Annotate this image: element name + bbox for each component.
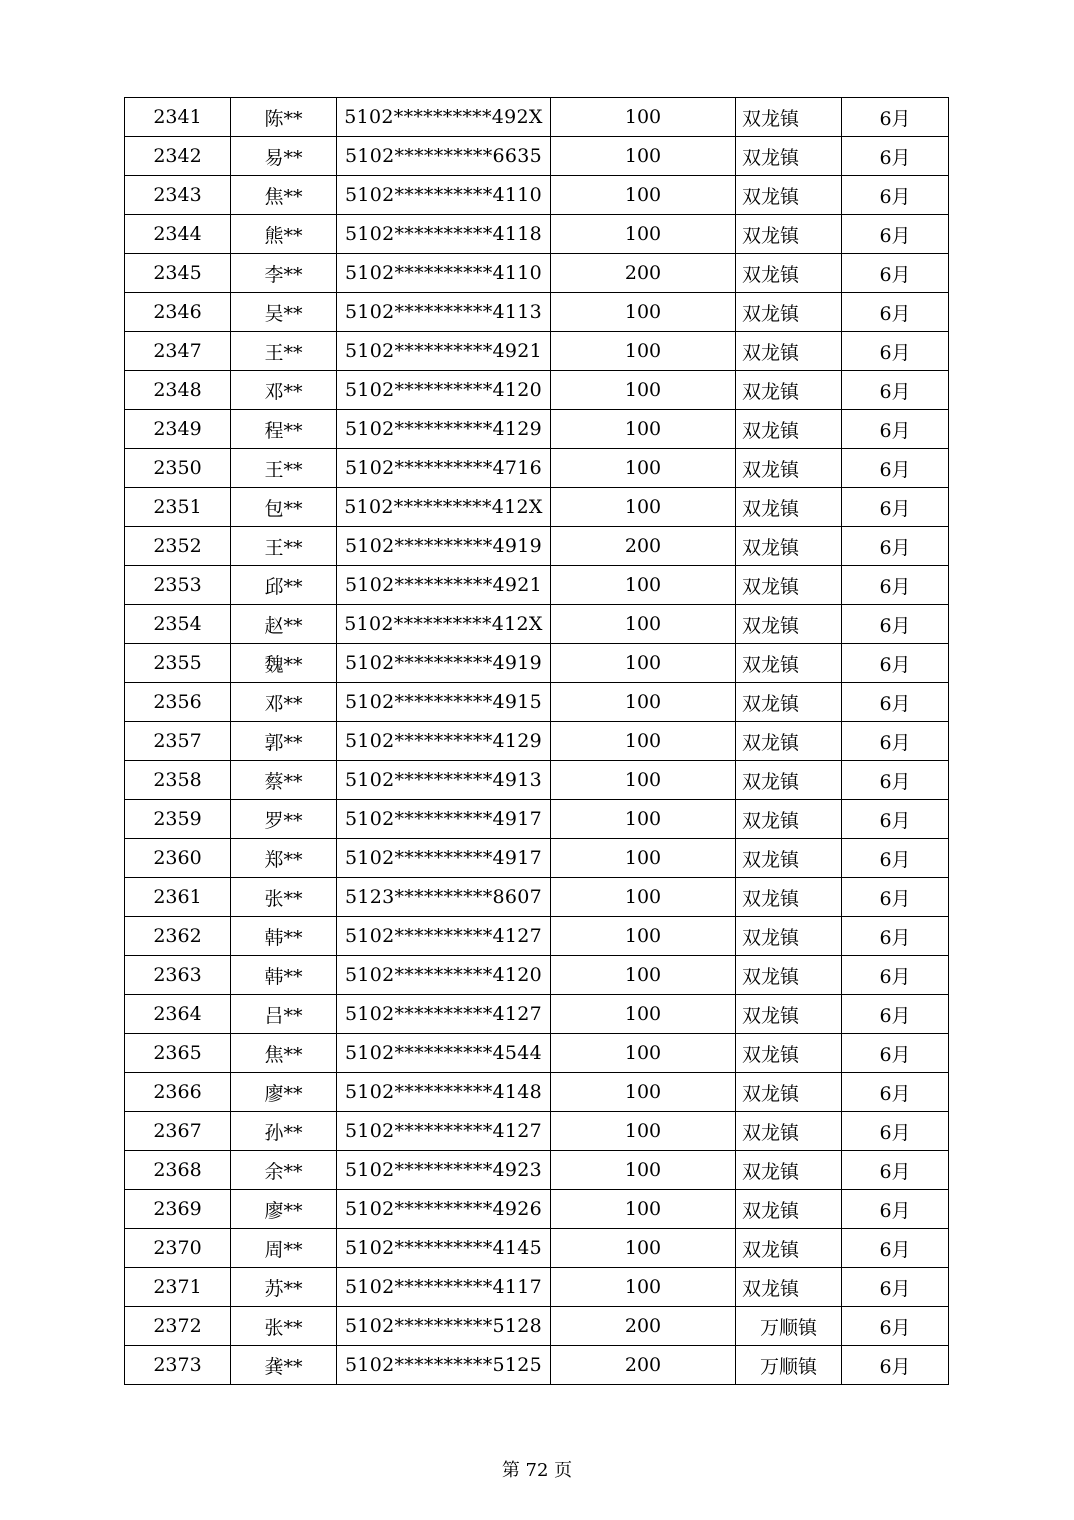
id-number-cell: 5102**********4127 xyxy=(337,995,551,1034)
serial-number-cell: 2364 xyxy=(125,995,231,1034)
month-cell: 6月 xyxy=(842,176,949,215)
amount-cell: 100 xyxy=(551,1112,736,1151)
table-row xyxy=(125,137,949,176)
month-cell: 6月 xyxy=(842,1073,949,1112)
name-cell: 焦** xyxy=(231,1034,337,1073)
id-number-cell: 5102**********4113 xyxy=(337,293,551,332)
name-cell: 邓** xyxy=(231,683,337,722)
name-cell: 张** xyxy=(231,878,337,917)
name-cell: 韩** xyxy=(231,956,337,995)
id-number-cell: 5102**********4923 xyxy=(337,1151,551,1190)
name-cell: 熊** xyxy=(231,215,337,254)
month-cell: 6月 xyxy=(842,839,949,878)
month-cell: 6月 xyxy=(842,722,949,761)
table-row xyxy=(125,1112,949,1151)
table-row xyxy=(125,527,949,566)
month-cell: 6月 xyxy=(842,1112,949,1151)
amount-cell: 200 xyxy=(551,527,736,566)
amount-cell: 100 xyxy=(551,488,736,527)
table-row xyxy=(125,332,949,371)
town-cell: 双龙镇 xyxy=(736,839,842,878)
table-row xyxy=(125,488,949,527)
month-cell: 6月 xyxy=(842,1034,949,1073)
serial-number-cell: 2348 xyxy=(125,371,231,410)
town-cell: 双龙镇 xyxy=(736,644,842,683)
table-row xyxy=(125,371,949,410)
serial-number-cell: 2347 xyxy=(125,332,231,371)
town-cell: 双龙镇 xyxy=(736,1112,842,1151)
id-number-cell: 5102**********4129 xyxy=(337,410,551,449)
month-cell: 6月 xyxy=(842,293,949,332)
table-row xyxy=(125,761,949,800)
table-row xyxy=(125,1346,949,1385)
name-cell: 苏** xyxy=(231,1268,337,1307)
amount-cell: 100 xyxy=(551,449,736,488)
month-cell: 6月 xyxy=(842,98,949,137)
town-cell: 双龙镇 xyxy=(736,956,842,995)
serial-number-cell: 2354 xyxy=(125,605,231,644)
serial-number-cell: 2355 xyxy=(125,644,231,683)
serial-number-cell: 2353 xyxy=(125,566,231,605)
amount-cell: 100 xyxy=(551,410,736,449)
name-cell: 焦** xyxy=(231,176,337,215)
serial-number-cell: 2344 xyxy=(125,215,231,254)
amount-cell: 100 xyxy=(551,878,736,917)
name-cell: 余** xyxy=(231,1151,337,1190)
town-cell: 双龙镇 xyxy=(736,293,842,332)
amount-cell: 100 xyxy=(551,1268,736,1307)
amount-cell: 100 xyxy=(551,137,736,176)
id-number-cell: 5102**********4117 xyxy=(337,1268,551,1307)
table-row xyxy=(125,176,949,215)
table-row xyxy=(125,1034,949,1073)
town-cell: 双龙镇 xyxy=(736,761,842,800)
serial-number-cell: 2352 xyxy=(125,527,231,566)
id-number-cell: 5102**********4921 xyxy=(337,566,551,605)
name-cell: 邱** xyxy=(231,566,337,605)
table-row xyxy=(125,1268,949,1307)
town-cell: 万顺镇 xyxy=(736,1307,842,1346)
amount-cell: 100 xyxy=(551,566,736,605)
month-cell: 6月 xyxy=(842,371,949,410)
amount-cell: 100 xyxy=(551,605,736,644)
serial-number-cell: 2363 xyxy=(125,956,231,995)
name-cell: 廖** xyxy=(231,1190,337,1229)
table-row xyxy=(125,605,949,644)
month-cell: 6月 xyxy=(842,1268,949,1307)
town-cell: 双龙镇 xyxy=(736,605,842,644)
month-cell: 6月 xyxy=(842,917,949,956)
id-number-cell: 5102**********4129 xyxy=(337,722,551,761)
town-cell: 双龙镇 xyxy=(736,1190,842,1229)
town-cell: 双龙镇 xyxy=(736,566,842,605)
town-cell: 双龙镇 xyxy=(736,1073,842,1112)
name-cell: 郑** xyxy=(231,839,337,878)
name-cell: 孙** xyxy=(231,1112,337,1151)
serial-number-cell: 2366 xyxy=(125,1073,231,1112)
serial-number-cell: 2341 xyxy=(125,98,231,137)
town-cell: 双龙镇 xyxy=(736,1229,842,1268)
table-row xyxy=(125,1307,949,1346)
month-cell: 6月 xyxy=(842,332,949,371)
amount-cell: 100 xyxy=(551,683,736,722)
serial-number-cell: 2359 xyxy=(125,800,231,839)
month-cell: 6月 xyxy=(842,254,949,293)
id-number-cell: 5102**********412X xyxy=(337,488,551,527)
month-cell: 6月 xyxy=(842,878,949,917)
town-cell: 万顺镇 xyxy=(736,1346,842,1385)
name-cell: 王** xyxy=(231,449,337,488)
town-cell: 双龙镇 xyxy=(736,371,842,410)
name-cell: 蔡** xyxy=(231,761,337,800)
amount-cell: 100 xyxy=(551,98,736,137)
amount-cell: 100 xyxy=(551,293,736,332)
amount-cell: 100 xyxy=(551,1034,736,1073)
name-cell: 李** xyxy=(231,254,337,293)
town-cell: 双龙镇 xyxy=(736,176,842,215)
month-cell: 6月 xyxy=(842,215,949,254)
serial-number-cell: 2356 xyxy=(125,683,231,722)
id-number-cell: 5123**********8607 xyxy=(337,878,551,917)
name-cell: 周** xyxy=(231,1229,337,1268)
serial-number-cell: 2350 xyxy=(125,449,231,488)
id-number-cell: 5102**********4148 xyxy=(337,1073,551,1112)
page-number: 第 72 页 xyxy=(501,1460,573,1481)
month-cell: 6月 xyxy=(842,761,949,800)
serial-number-cell: 2351 xyxy=(125,488,231,527)
amount-cell: 100 xyxy=(551,1229,736,1268)
name-cell: 韩** xyxy=(231,917,337,956)
id-number-cell: 5102**********412X xyxy=(337,605,551,644)
id-number-cell: 5102**********4120 xyxy=(337,956,551,995)
amount-cell: 100 xyxy=(551,644,736,683)
table-row xyxy=(125,995,949,1034)
serial-number-cell: 2345 xyxy=(125,254,231,293)
serial-number-cell: 2358 xyxy=(125,761,231,800)
serial-number-cell: 2369 xyxy=(125,1190,231,1229)
serial-number-cell: 2367 xyxy=(125,1112,231,1151)
amount-cell: 100 xyxy=(551,371,736,410)
id-number-cell: 5102**********5128 xyxy=(337,1307,551,1346)
amount-cell: 100 xyxy=(551,839,736,878)
month-cell: 6月 xyxy=(842,800,949,839)
month-cell: 6月 xyxy=(842,1307,949,1346)
table-row xyxy=(125,215,949,254)
name-cell: 王** xyxy=(231,527,337,566)
amount-cell: 100 xyxy=(551,761,736,800)
month-cell: 6月 xyxy=(842,1190,949,1229)
town-cell: 双龙镇 xyxy=(736,449,842,488)
month-cell: 6月 xyxy=(842,1346,949,1385)
serial-number-cell: 2360 xyxy=(125,839,231,878)
amount-cell: 100 xyxy=(551,1151,736,1190)
name-cell: 包** xyxy=(231,488,337,527)
town-cell: 双龙镇 xyxy=(736,137,842,176)
table-row xyxy=(125,644,949,683)
town-cell: 双龙镇 xyxy=(736,722,842,761)
town-cell: 双龙镇 xyxy=(736,878,842,917)
table-row xyxy=(125,1229,949,1268)
name-cell: 邓** xyxy=(231,371,337,410)
month-cell: 6月 xyxy=(842,1151,949,1190)
town-cell: 双龙镇 xyxy=(736,800,842,839)
id-number-cell: 5102**********4544 xyxy=(337,1034,551,1073)
serial-number-cell: 2349 xyxy=(125,410,231,449)
month-cell: 6月 xyxy=(842,527,949,566)
town-cell: 双龙镇 xyxy=(736,527,842,566)
town-cell: 双龙镇 xyxy=(736,410,842,449)
table-row xyxy=(125,800,949,839)
id-number-cell: 5102**********6635 xyxy=(337,137,551,176)
name-cell: 易** xyxy=(231,137,337,176)
id-number-cell: 5102**********4921 xyxy=(337,332,551,371)
name-cell: 龚** xyxy=(231,1346,337,1385)
table-row xyxy=(125,839,949,878)
table-row xyxy=(125,683,949,722)
id-number-cell: 5102**********4118 xyxy=(337,215,551,254)
town-cell: 双龙镇 xyxy=(736,683,842,722)
month-cell: 6月 xyxy=(842,995,949,1034)
table-row xyxy=(125,1190,949,1229)
month-cell: 6月 xyxy=(842,488,949,527)
month-cell: 6月 xyxy=(842,644,949,683)
amount-cell: 100 xyxy=(551,332,736,371)
id-number-cell: 5102**********4915 xyxy=(337,683,551,722)
amount-cell: 100 xyxy=(551,176,736,215)
table-row xyxy=(125,98,949,137)
id-number-cell: 5102**********4120 xyxy=(337,371,551,410)
id-number-cell: 5102**********4127 xyxy=(337,917,551,956)
serial-number-cell: 2372 xyxy=(125,1307,231,1346)
town-cell: 双龙镇 xyxy=(736,1034,842,1073)
table-row xyxy=(125,956,949,995)
month-cell: 6月 xyxy=(842,1229,949,1268)
name-cell: 程** xyxy=(231,410,337,449)
table-row xyxy=(125,722,949,761)
serial-number-cell: 2343 xyxy=(125,176,231,215)
month-cell: 6月 xyxy=(842,449,949,488)
town-cell: 双龙镇 xyxy=(736,1151,842,1190)
month-cell: 6月 xyxy=(842,137,949,176)
town-cell: 双龙镇 xyxy=(736,1268,842,1307)
serial-number-cell: 2346 xyxy=(125,293,231,332)
amount-cell: 100 xyxy=(551,1190,736,1229)
serial-number-cell: 2368 xyxy=(125,1151,231,1190)
amount-cell: 100 xyxy=(551,215,736,254)
name-cell: 吴** xyxy=(231,293,337,332)
town-cell: 双龙镇 xyxy=(736,995,842,1034)
table-row xyxy=(125,1151,949,1190)
name-cell: 张** xyxy=(231,1307,337,1346)
serial-number-cell: 2342 xyxy=(125,137,231,176)
serial-number-cell: 2370 xyxy=(125,1229,231,1268)
month-cell: 6月 xyxy=(842,410,949,449)
amount-cell: 100 xyxy=(551,1073,736,1112)
table-body xyxy=(125,98,949,1385)
id-number-cell: 5102**********4917 xyxy=(337,839,551,878)
id-number-cell: 5102**********4913 xyxy=(337,761,551,800)
table-row xyxy=(125,1073,949,1112)
month-cell: 6月 xyxy=(842,956,949,995)
table-row xyxy=(125,293,949,332)
id-number-cell: 5102**********492X xyxy=(337,98,551,137)
town-cell: 双龙镇 xyxy=(736,917,842,956)
id-number-cell: 5102**********4917 xyxy=(337,800,551,839)
id-number-cell: 5102**********4110 xyxy=(337,176,551,215)
serial-number-cell: 2362 xyxy=(125,917,231,956)
amount-cell: 100 xyxy=(551,722,736,761)
serial-number-cell: 2371 xyxy=(125,1268,231,1307)
month-cell: 6月 xyxy=(842,683,949,722)
id-number-cell: 5102**********4926 xyxy=(337,1190,551,1229)
name-cell: 吕** xyxy=(231,995,337,1034)
amount-cell: 200 xyxy=(551,1346,736,1385)
serial-number-cell: 2357 xyxy=(125,722,231,761)
table-row xyxy=(125,410,949,449)
name-cell: 赵** xyxy=(231,605,337,644)
amount-cell: 200 xyxy=(551,254,736,293)
id-number-cell: 5102**********4919 xyxy=(337,644,551,683)
amount-cell: 200 xyxy=(551,1307,736,1346)
id-number-cell: 5102**********4145 xyxy=(337,1229,551,1268)
name-cell: 陈** xyxy=(231,98,337,137)
id-number-cell: 5102**********4127 xyxy=(337,1112,551,1151)
serial-number-cell: 2361 xyxy=(125,878,231,917)
data-table xyxy=(124,97,949,1385)
serial-number-cell: 2365 xyxy=(125,1034,231,1073)
serial-number-cell: 2373 xyxy=(125,1346,231,1385)
table-row xyxy=(125,254,949,293)
name-cell: 罗** xyxy=(231,800,337,839)
town-cell: 双龙镇 xyxy=(736,254,842,293)
amount-cell: 100 xyxy=(551,917,736,956)
name-cell: 王** xyxy=(231,332,337,371)
amount-cell: 100 xyxy=(551,800,736,839)
table-row xyxy=(125,449,949,488)
id-number-cell: 5102**********5125 xyxy=(337,1346,551,1385)
amount-cell: 100 xyxy=(551,956,736,995)
name-cell: 郭** xyxy=(231,722,337,761)
table-row xyxy=(125,917,949,956)
amount-cell: 100 xyxy=(551,995,736,1034)
month-cell: 6月 xyxy=(842,566,949,605)
town-cell: 双龙镇 xyxy=(736,98,842,137)
month-cell: 6月 xyxy=(842,605,949,644)
town-cell: 双龙镇 xyxy=(736,488,842,527)
table-row xyxy=(125,878,949,917)
town-cell: 双龙镇 xyxy=(736,332,842,371)
id-number-cell: 5102**********4110 xyxy=(337,254,551,293)
id-number-cell: 5102**********4716 xyxy=(337,449,551,488)
id-number-cell: 5102**********4919 xyxy=(337,527,551,566)
town-cell: 双龙镇 xyxy=(736,215,842,254)
name-cell: 廖** xyxy=(231,1073,337,1112)
name-cell: 魏** xyxy=(231,644,337,683)
table-row xyxy=(125,566,949,605)
